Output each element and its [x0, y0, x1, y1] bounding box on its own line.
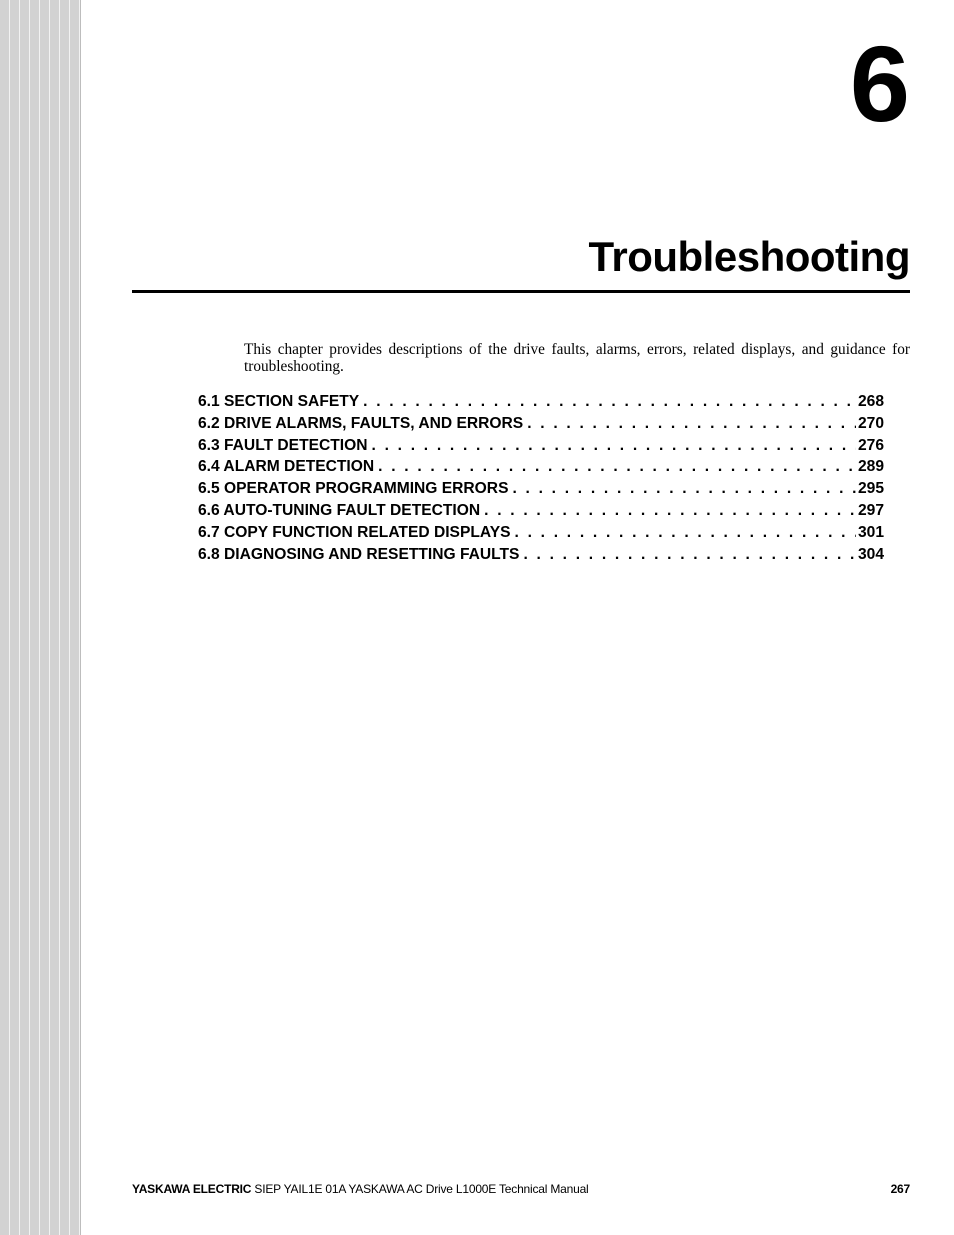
chapter-title: Troubleshooting: [588, 233, 910, 280]
toc-entry-title: 6.5 OPERATOR PROGRAMMING ERRORS: [198, 480, 509, 498]
toc-entry-title: 6.7 COPY FUNCTION RELATED DISPLAYS: [198, 523, 511, 541]
toc-dot-leader: [523, 546, 856, 564]
toc-dot-leader: [512, 480, 856, 498]
toc-entry-title: 6.3 FAULT DETECTION: [198, 436, 368, 454]
toc-entry-6-1[interactable]: [198, 393, 884, 415]
page-footer: [132, 1182, 910, 1196]
toc-entry-page: 304: [857, 545, 884, 563]
toc-entry-page: 289: [857, 458, 884, 476]
toc-dot-leader: [484, 502, 856, 520]
table-of-contents: [198, 393, 884, 567]
toc-entry-6-3[interactable]: [198, 437, 884, 459]
toc-entry-6-6[interactable]: [198, 502, 884, 524]
toc-entry-title: 6.8 DIAGNOSING AND RESETTING FAULTS: [198, 545, 520, 563]
toc-entry-6-4[interactable]: [198, 458, 884, 480]
chapter-number: 6: [849, 23, 908, 144]
toc-dot-leader: [527, 415, 856, 433]
footer-brand: YASKAWA ELECTRIC: [132, 1182, 252, 1196]
toc-entry-page: 268: [857, 393, 884, 410]
toc-entry-6-8[interactable]: [198, 546, 884, 568]
toc-dot-leader: [515, 524, 856, 542]
footer-page-number: 267: [890, 1182, 910, 1196]
toc-dot-leader: [372, 437, 856, 455]
side-tab-strip: [0, 0, 81, 1235]
toc-entry-6-2[interactable]: [198, 415, 884, 437]
toc-entry-page: 276: [857, 436, 884, 454]
footer-manual-info: [132, 1182, 589, 1196]
toc-entry-6-5[interactable]: [198, 480, 884, 502]
toc-entry-title: 6.4 ALARM DETECTION: [198, 458, 375, 476]
chapter-intro: This chapter provides descriptions of the drive faults, alarms, errors, related displays, and guidance for troubleshooting.: [244, 341, 910, 376]
toc-entry-page: 270: [857, 414, 884, 432]
toc-entry-title: 6.2 DRIVE ALARMS, FAULTS, AND ERRORS: [198, 414, 524, 432]
toc-dot-leader: [363, 393, 856, 411]
toc-dot-leader: [378, 458, 856, 476]
toc-entry-title: 6.1 SECTION SAFETY: [198, 393, 360, 410]
toc-entry-page: 295: [857, 480, 884, 498]
toc-entry-6-7[interactable]: [198, 524, 884, 546]
title-rule: [132, 290, 910, 293]
toc-entry-page: 301: [857, 523, 884, 541]
toc-entry-page: 297: [857, 501, 884, 519]
toc-entry-title: 6.6 AUTO-TUNING FAULT DETECTION: [198, 501, 481, 519]
footer-manual-title: SIEP YAIL1E 01A YASKAWA AC Drive L1000E Technical Manual: [251, 1182, 589, 1196]
